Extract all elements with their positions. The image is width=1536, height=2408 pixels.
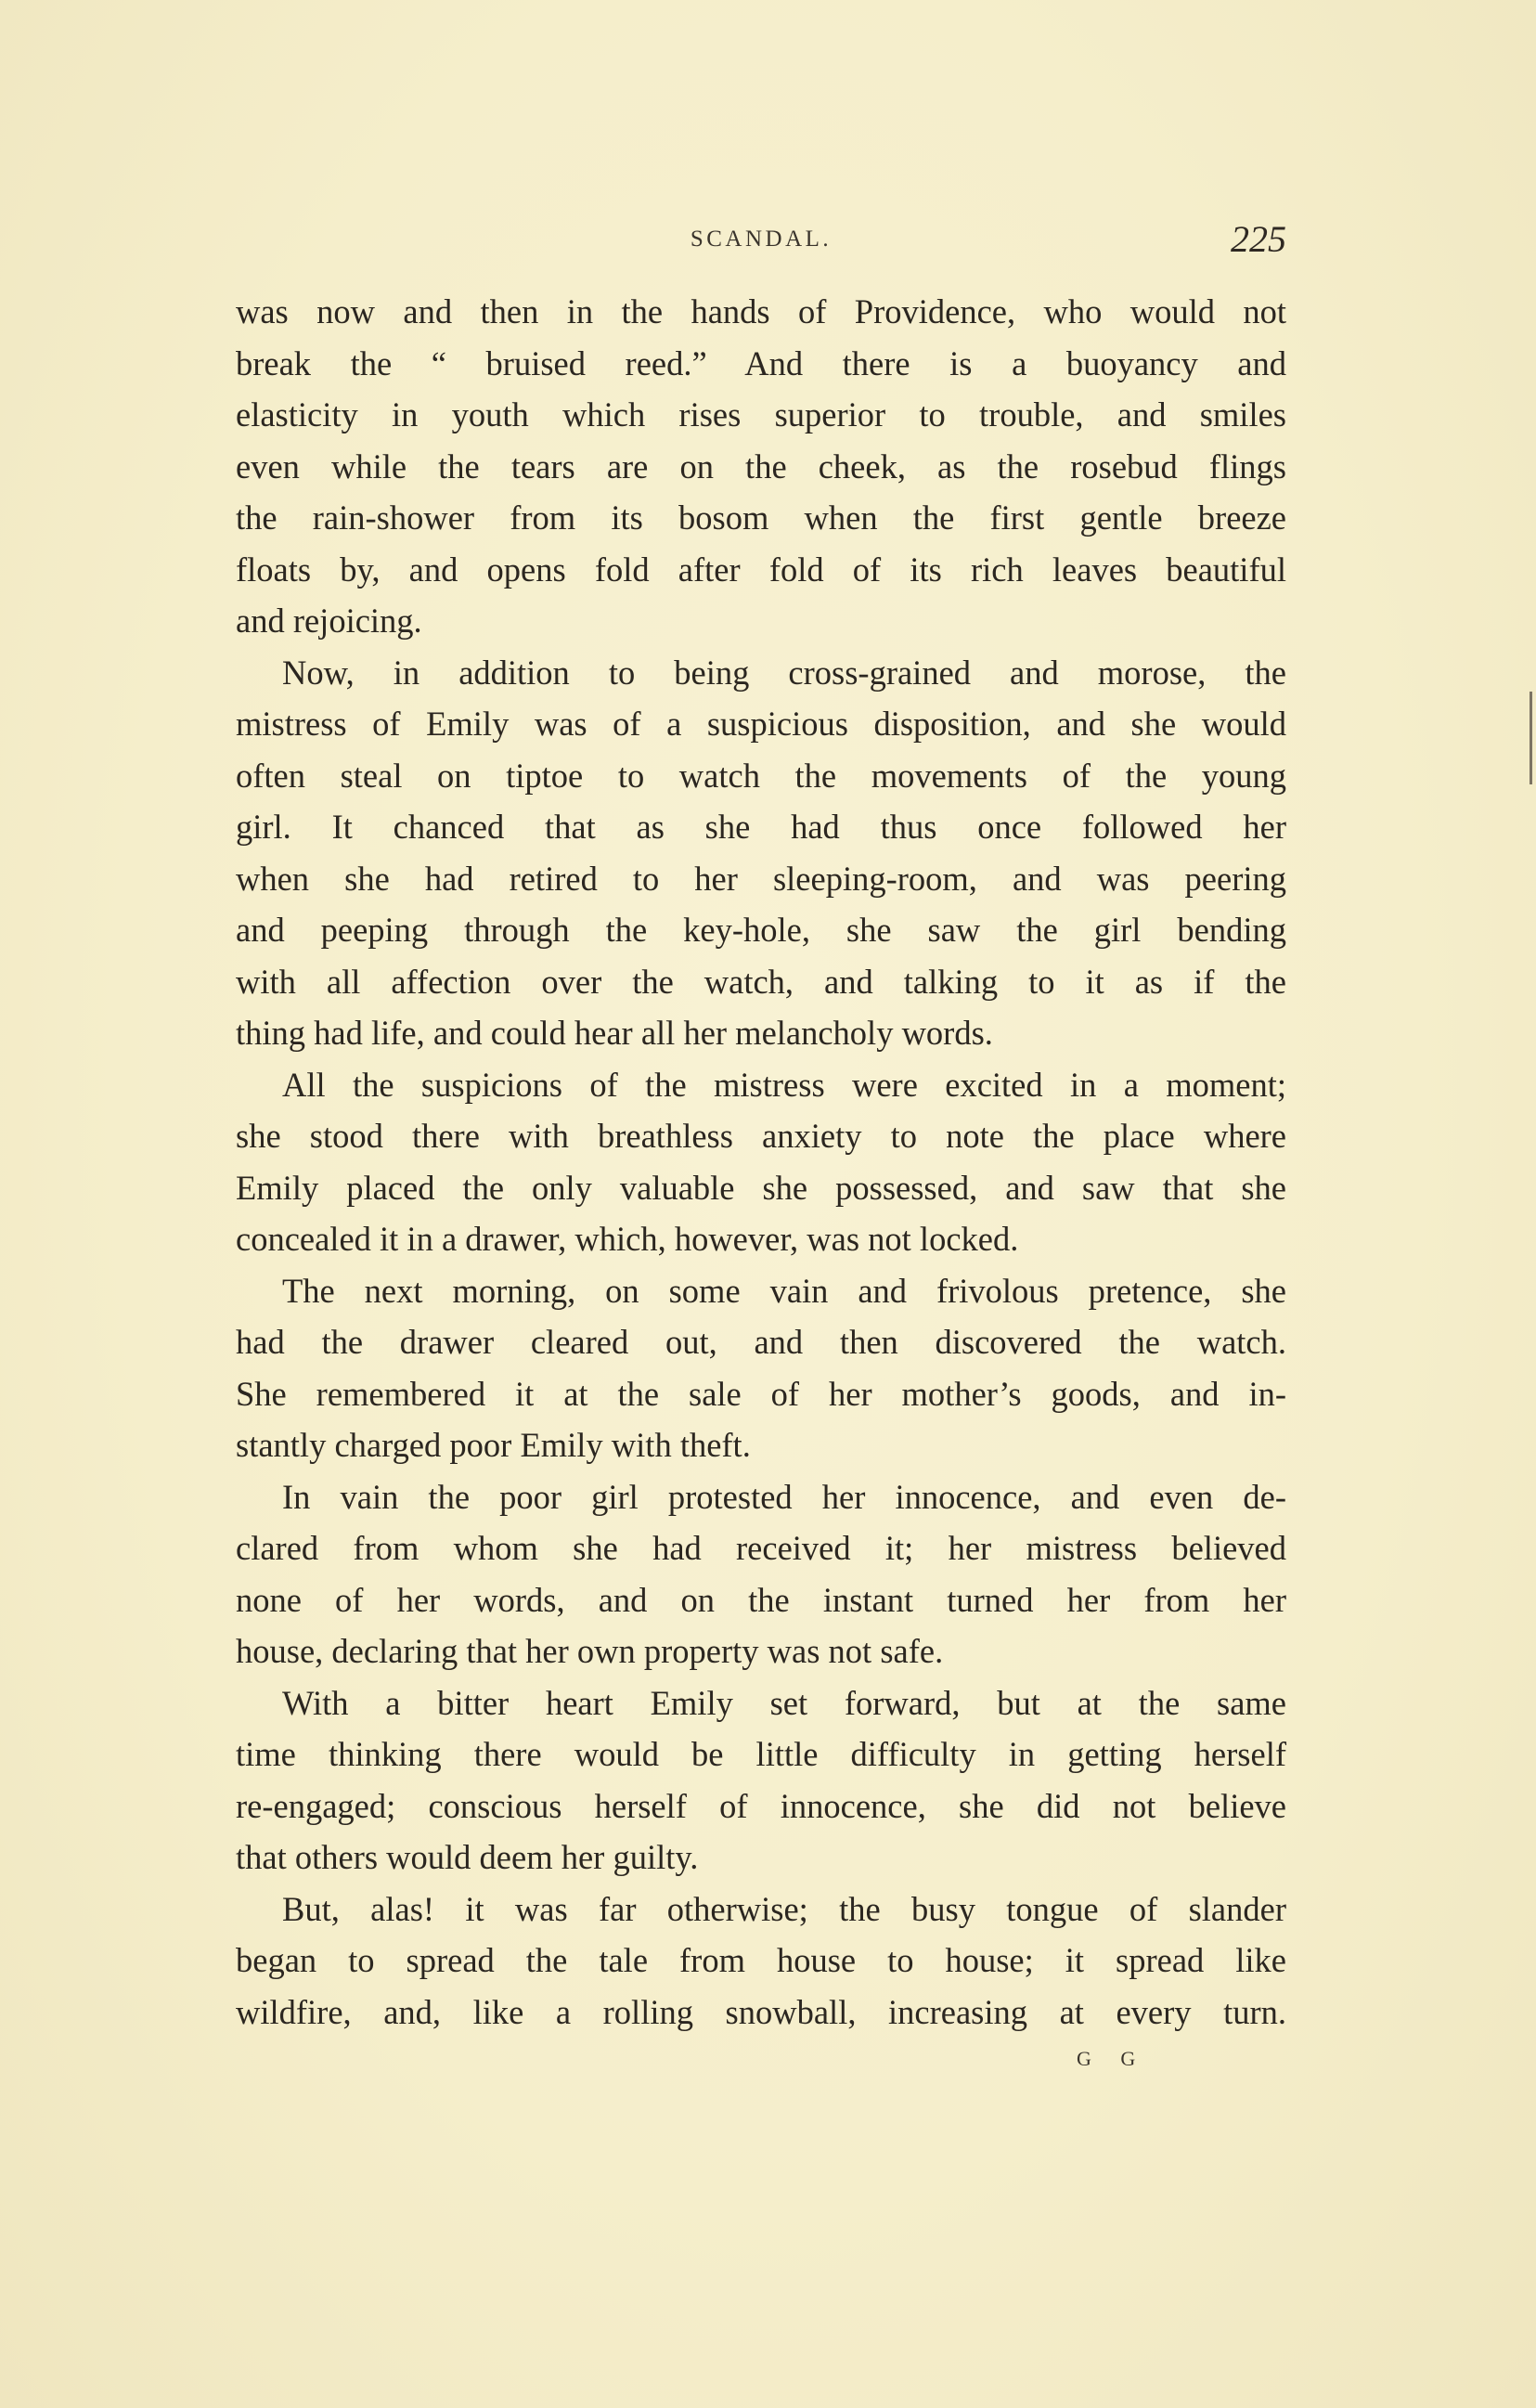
page-number: 225: [1231, 218, 1286, 260]
running-head: [236, 219, 1286, 264]
text-line: she stood there with breathless anxiety to note the place where: [236, 1117, 1286, 1155]
text-line: All the suspicions of the mistress were excited in a moment;: [282, 1065, 1286, 1104]
text-line: wildfire, and, like a rolling snowball, increasing at every turn.: [236, 1992, 1286, 2031]
text-line: Now, in addition to being cross-grained and morose, the: [282, 653, 1286, 692]
text-line: and peeping through the key-hole, she saw the girl bending: [236, 911, 1286, 949]
text-line: girl. It chanced that as she had thus once followed her: [236, 808, 1286, 846]
text-line: with all affection over the watch, and talking to it as if the: [236, 962, 1286, 1001]
text-line: house, declaring that her own property was not safe.: [236, 1632, 944, 1670]
text-line: when she had retired to her sleeping-room, and was peering: [236, 859, 1286, 898]
text-line: none of her words, and on the instant turned her from her: [236, 1580, 1286, 1619]
text-line: often steal on tiptoe to watch the movements of the young: [236, 756, 1286, 795]
text-line: and rejoicing.: [236, 602, 422, 640]
text-line: stantly charged poor Emily with theft.: [236, 1426, 751, 1464]
text-line: began to spread the tale from house to house; it spread like: [236, 1941, 1286, 1979]
text-line: thing had life, and could hear all her melancholy words.: [236, 1014, 993, 1052]
text-line: In vain the poor girl protested her innocence, and even de-: [282, 1477, 1286, 1516]
text-line: even while the tears are on the cheek, as the rosebud flings: [236, 447, 1286, 485]
text-line: elasticity in youth which rises superior to trouble, and smiles: [236, 395, 1286, 434]
text-line: But, alas! it was far otherwise; the busy tongue of slander: [282, 1889, 1286, 1928]
text-line: clared from whom she had received it; her mistress believed: [236, 1529, 1286, 1567]
text-line: that others would deem her guilty.: [236, 1838, 699, 1876]
text-line: the rain-shower from its bosom when the first gentle breeze: [236, 498, 1286, 537]
text-line: had the drawer cleared out, and then discovered the watch.: [236, 1323, 1286, 1361]
signature-mark: G G: [1077, 2047, 1148, 2070]
running-title: SCANDAL.: [690, 227, 833, 252]
text-line: mistress of Emily was of a suspicious disposition, and she would: [236, 705, 1286, 743]
text-line: She remembered it at the sale of her mother’s goods, and in-: [236, 1374, 1286, 1413]
text-line: break the “ bruised reed.” And there is a buoyancy and: [236, 343, 1286, 382]
text-line: With a bitter heart Emily set forward, but at the same: [282, 1683, 1286, 1722]
body-text: [236, 286, 1286, 2038]
text-line: The next morning, on some vain and frivolous pretence, she: [282, 1271, 1286, 1310]
text-line: re-engaged; conscious herself of innocence, she did not believe: [236, 1786, 1286, 1825]
text-line: time thinking there would be little difficulty in getting herself: [236, 1735, 1286, 1773]
text-line: was now and then in the hands of Providence, who would not: [236, 292, 1286, 330]
text-line: floats by, and opens fold after fold of its rich leaves beautiful: [236, 550, 1286, 589]
edge-mark: [1530, 692, 1532, 784]
text-line: Emily placed the only valuable she possessed, and saw that she: [236, 1168, 1286, 1207]
text-line: concealed it in a drawer, which, however, was not locked.: [236, 1220, 1019, 1258]
